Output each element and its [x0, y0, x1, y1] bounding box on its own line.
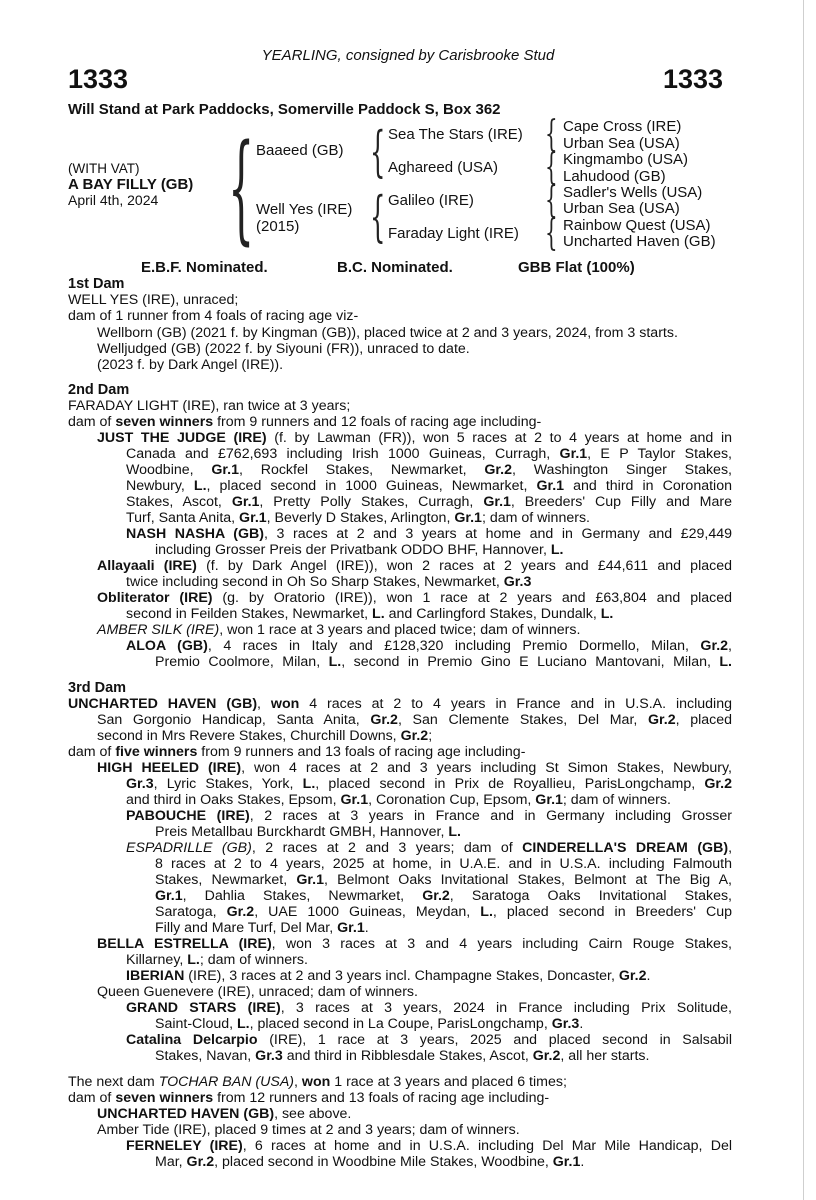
- progeny-entry: Obliterator (IRE) (g. by Oratorio (IRE)), won 1 race at 2 years and £63,804 and placed: [97, 590, 732, 606]
- third-dam-line: second in Mrs Revere Stakes, Churchill Downs, Gr.2;: [97, 728, 433, 744]
- ggs-4: Lahudood (GB): [563, 168, 666, 185]
- dam-sire: Galileo (IRE): [388, 192, 474, 209]
- progeny-entry: Saint-Cloud, L., placed second in La Coupe, ParisLongchamp, Gr.3.: [155, 1016, 584, 1032]
- progeny-entry: Stakes, Navan, Gr.3 and third in Ribblesdale Stakes, Ascot, Gr.2, all her starts.: [155, 1048, 650, 1064]
- progeny-entry: JUST THE JUDGE (IRE) (f. by Lawman (FR)), won 5 races at 2 to 4 years at home and in: [97, 430, 732, 446]
- sire: Baaeed (GB): [256, 142, 344, 159]
- progeny-entry: Turf, Santa Anita, Gr.1, Beverly D Stakes, Arlington, Gr.1; dam of winners.: [126, 510, 590, 526]
- progeny-entry: Newbury, L., placed second in 1000 Guineas, Newmarket, Gr.1 and third in Coronation: [126, 478, 732, 494]
- progeny-entry: Stakes, Ascot, Gr.1, Pretty Polly Stakes, Curragh, Gr.1, Breeders' Cup Filly and Mare: [126, 494, 732, 510]
- progeny-entry: Stakes, Newmarket, Gr.1, Belmont Oaks Invitational Stakes, Belmont at The Big A,: [155, 872, 732, 888]
- progeny-entry: Saratoga, Gr.2, UAE 1000 Guineas, Meydan, L., placed second in Breeders' Cup: [155, 904, 732, 920]
- progeny-entry: HIGH HEELED (IRE), won 4 races at 2 and 3 years including St Simon Stakes, Newbury,: [97, 760, 733, 776]
- second-dam-line: FARADAY LIGHT (IRE), ran twice at 3 years;: [68, 398, 351, 414]
- first-dam-line: Welljudged (GB) (2022 f. by Siyouni (FR)), unraced to date.: [97, 341, 470, 357]
- pedigree-brace-sire: {: [370, 120, 386, 183]
- bc-nomination: B.C. Nominated.: [337, 259, 453, 276]
- consignment-line: YEARLING, consigned by Carisbrooke Stud: [261, 47, 555, 64]
- ggs-3: Kingmambo (USA): [563, 151, 689, 168]
- progeny-entry: Catalina Delcarpio (IRE), 1 race at 3 years, 2025 and placed second in Salsabil: [126, 1032, 732, 1048]
- dam-year: (2015): [256, 218, 300, 235]
- second-dam-heading: 2nd Dam: [68, 382, 130, 398]
- progeny-entry: Queen Guenevere (IRE), unraced; dam of winners.: [97, 984, 418, 1000]
- ggs-7: Rainbow Quest (USA): [563, 217, 711, 234]
- gbb-flat: GBB Flat (100%): [518, 259, 635, 276]
- progeny-entry: and third in Oaks Stakes, Epsom, Gr.1, Coronation Cup, Epsom, Gr.1; dam of winners.: [126, 792, 671, 808]
- progeny-entry: Woodbine, Gr.1, Rockfel Stakes, Newmarket, Gr.2, Washington Singer Stakes,: [126, 462, 732, 478]
- progeny-entry: BELLA ESTRELLA (IRE), won 3 races at 3 and 4 years including Cairn Rouge Stakes,: [97, 936, 732, 952]
- progeny-entry: Amber Tide (IRE), placed 9 times at 2 and 3 years; dam of winners.: [97, 1122, 520, 1138]
- horse-name: A BAY FILLY (GB): [68, 176, 194, 193]
- progeny-entry: NASH NASHA (GB), 3 races at 2 and 3 years at home and in Germany and £29,449: [126, 526, 732, 542]
- next-dam-line: The next dam TOCHAR BAN (USA), won 1 race at 3 years and placed 6 times;: [68, 1074, 567, 1090]
- second-dam-line: dam of seven winners from 9 runners and 12 foals of racing age including-: [68, 414, 542, 430]
- lot-number-left: 1333: [68, 64, 129, 94]
- ggs-8: Uncharted Haven (GB): [563, 233, 716, 250]
- sire-dam: Aghareed (USA): [388, 159, 499, 176]
- progeny-entry: Killarney, L.; dam of winners.: [126, 952, 308, 968]
- pedigree-brace-g3: {: [545, 180, 558, 221]
- first-dam-heading: 1st Dam: [68, 276, 125, 292]
- progeny-entry: Premio Coolmore, Milan, L., second in Premio Gino E Luciano Mantovani, Milan, L.: [155, 654, 732, 670]
- pedigree-brace-dam: {: [370, 185, 386, 248]
- next-dam-line: dam of seven winners from 12 runners and 13 foals of racing age including-: [68, 1090, 550, 1106]
- progeny-entry: 8 races at 2 to 4 years, 2025 at home, in U.A.E. and in U.S.A. including Falmouth: [155, 856, 732, 872]
- ggs-5: Sadler's Wells (USA): [563, 184, 703, 201]
- progeny-entry: AMBER SILK (IRE), won 1 race at 3 years and placed twice; dam of winners.: [97, 622, 581, 638]
- progeny-entry: including Grosser Preis der Privatbank ODDO BHF, Hannover, L.: [155, 542, 564, 558]
- dam: Well Yes (IRE): [256, 201, 353, 218]
- progeny-entry: GRAND STARS (IRE), 3 races at 3 years, 2024 in France including Prix Solitude,: [126, 1000, 732, 1016]
- sire-sire: Sea The Stars (IRE): [388, 126, 523, 143]
- vat-label: (WITH VAT): [68, 161, 140, 176]
- ggs-2: Urban Sea (USA): [563, 135, 680, 152]
- ebf-nomination: E.B.F. Nominated.: [141, 259, 268, 276]
- progeny-entry: ALOA (GB), 4 races in Italy and £128,320 including Premio Dormello, Milan, Gr.2,: [126, 638, 732, 654]
- third-dam-line: dam of five winners from 9 runners and 13 foals of racing age including-: [68, 744, 526, 760]
- progeny-entry: FERNELEY (IRE), 6 races at home and in U.S.A. including Del Mar Mile Handicap, Del: [126, 1138, 732, 1154]
- stand-location: Will Stand at Park Paddocks, Somerville Paddock S, Box 362: [68, 101, 501, 118]
- progeny-entry: Gr.1, Dahlia Stakes, Newmarket, Gr.2, Saratoga Oaks Invitational Stakes,: [155, 888, 732, 904]
- progeny-entry: Mar, Gr.2, placed second in Woodbine Mile Stakes, Woodbine, Gr.1.: [155, 1154, 585, 1170]
- third-dam-heading: 3rd Dam: [68, 680, 127, 696]
- ggs-6: Urban Sea (USA): [563, 200, 680, 217]
- foaling-date: April 4th, 2024: [68, 192, 159, 208]
- progeny-entry: PABOUCHE (IRE), 2 races at 3 years in France and in Germany including Grosser: [126, 808, 733, 824]
- first-dam-line: WELL YES (IRE), unraced;: [68, 292, 239, 308]
- first-dam-line: Wellborn (GB) (2021 f. by Kingman (GB)), placed twice at 2 and 3 years, 2024, from 3 starts.: [97, 325, 678, 341]
- lot-number-right: 1333: [663, 64, 724, 94]
- progeny-entry: Preis Metallbau Burckhardt GMBH, Hannover, L.: [155, 824, 461, 840]
- progeny-entry: Canada and £762,693 including Irish 1000 Guineas, Curragh, Gr.1, E P Taylor Stakes,: [126, 446, 732, 462]
- dam-dam: Faraday Light (IRE): [388, 225, 519, 242]
- first-dam-line: (2023 f. by Dark Angel (IRE)).: [97, 357, 284, 373]
- progeny-entry: UNCHARTED HAVEN (GB), see above.: [97, 1106, 352, 1122]
- first-dam-line: dam of 1 runner from 4 foals of racing age viz-: [68, 308, 359, 324]
- progeny-entry: IBERIAN (IRE), 3 races at 2 and 3 years incl. Champagne Stakes, Doncaster, Gr.2.: [126, 968, 651, 984]
- pedigree-brace-main: {: [228, 118, 255, 256]
- third-dam-line: UNCHARTED HAVEN (GB), won 4 races at 2 to 4 years in France and in U.S.A. including: [68, 696, 732, 712]
- progeny-entry: Allayaali (IRE) (f. by Dark Angel (IRE)), won 2 races at 2 years and £44,611 and placed: [97, 558, 732, 574]
- pedigree-brace-g4: {: [545, 213, 558, 254]
- progeny-entry: Filly and Mare Turf, Del Mar, Gr.1.: [155, 920, 369, 936]
- pedigree-brace-g2: {: [545, 147, 558, 188]
- progeny-entry: twice including second in Oh So Sharp Stakes, Newmarket, Gr.3: [126, 574, 532, 590]
- progeny-entry: second in Feilden Stakes, Newmarket, L. and Carlingford Stakes, Dundalk, L.: [126, 606, 614, 622]
- progeny-entry: ESPADRILLE (GB), 2 races at 2 and 3 years; dam of CINDERELLA'S DREAM (GB),: [126, 840, 733, 856]
- third-dam-line: San Gorgonio Handicap, Santa Anita, Gr.2, San Clemente Stakes, Del Mar, Gr.2, placed: [97, 712, 732, 728]
- pedigree-brace-g1: {: [545, 114, 558, 155]
- progeny-entry: Gr.3, Lyric Stakes, York, L., placed second in Prix de Royallieu, ParisLongchamp, Gr.2: [126, 776, 732, 792]
- ggs-1: Cape Cross (IRE): [563, 118, 682, 135]
